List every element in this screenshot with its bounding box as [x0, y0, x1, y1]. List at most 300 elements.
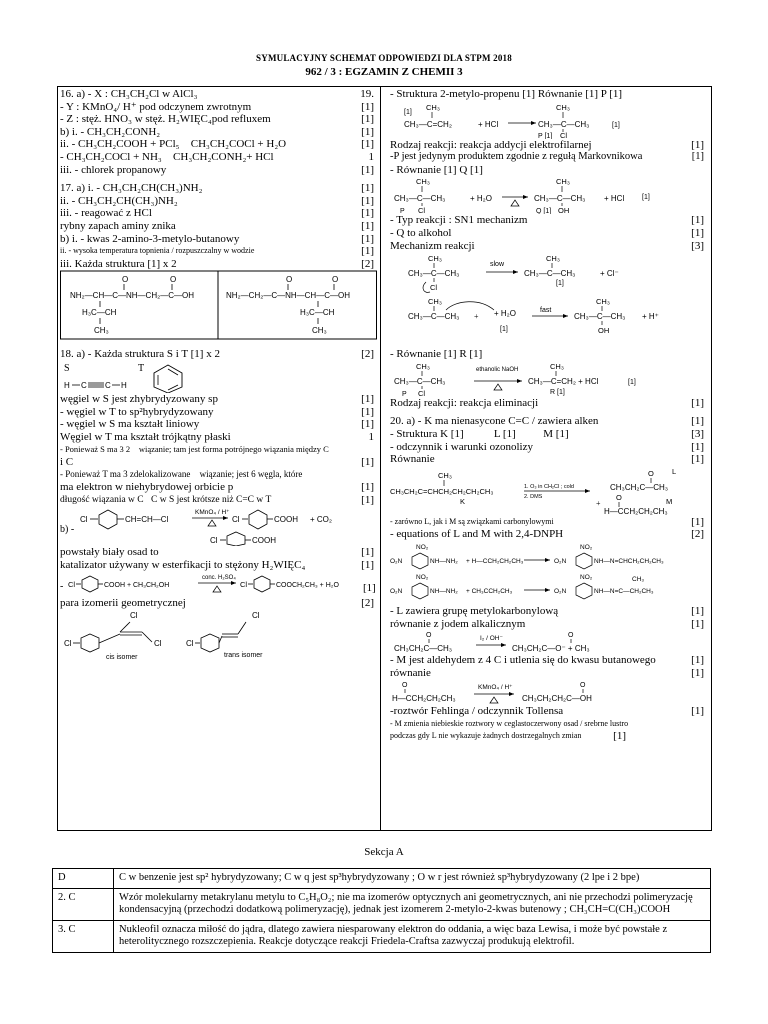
product-q-chain: CH₃—C—CH₃	[534, 194, 586, 204]
mark: [1]	[691, 396, 704, 409]
methyl-label: CH₃	[596, 297, 610, 307]
mark: [1]	[691, 415, 704, 428]
benzene-ring-icon	[412, 553, 428, 569]
elimination-scheme	[390, 361, 706, 397]
benzene-ring-icon	[81, 634, 99, 652]
mark-label: [1]	[404, 108, 412, 116]
benzene-ring-icon	[99, 510, 117, 529]
answer-line	[390, 718, 706, 731]
methyl-label: CH₃	[416, 361, 430, 371]
methyl-label: CH₃	[426, 102, 440, 112]
mark: [1]	[691, 214, 704, 227]
curved-arrow-icon	[446, 302, 494, 310]
chloro-label: Cl	[252, 611, 260, 621]
hydrazone-1-label: NH—N=CHCH₂CH₂CH₃	[594, 557, 664, 565]
mark: 1	[368, 430, 374, 443]
answer-line	[390, 667, 706, 680]
answer-line	[60, 245, 376, 258]
chloro-label: Cl	[186, 639, 194, 649]
carbonyl-o-label: O	[170, 275, 177, 285]
mark: [1]	[691, 226, 704, 239]
product-p-chain: CH₃—C—CH₃	[538, 119, 590, 129]
ozonolysis-reaction	[390, 466, 706, 516]
answer-text: - L zawiera grupę metylokarbonylową	[390, 604, 559, 617]
alkene-k-chain: CH₃CH₂C=CHCH₂CH₂CH₂CH₃	[390, 486, 494, 496]
nitro-label: O₂N	[554, 557, 567, 565]
methyl-label: CH₃	[416, 177, 430, 187]
answer-line	[60, 546, 376, 559]
answer-text: Rodzaj reakcji: reakcja eliminacji	[390, 396, 539, 409]
answer-line	[60, 468, 376, 481]
answer-text: - odczynnik i warunki ozonolizy	[390, 440, 533, 453]
methyl-label: CH₃	[632, 575, 645, 583]
benzene-ring-icon	[576, 553, 592, 569]
ozonolysis-step-2: 2. DMS	[524, 493, 543, 500]
chloro-label: Cl	[560, 130, 568, 139]
mark-label: [1]	[612, 121, 620, 129]
mark: [1]	[691, 453, 704, 466]
methyl-label: CH₃	[428, 297, 442, 307]
hcl-addition-scheme	[390, 101, 706, 139]
answer-line	[60, 443, 376, 456]
answer-text: - Q to alkohol	[390, 226, 452, 239]
answer-line	[390, 227, 706, 240]
answer-line	[390, 139, 706, 152]
answer-line	[390, 397, 706, 410]
answer-line	[60, 481, 376, 494]
ethyne-h: H	[121, 380, 127, 390]
mark: [1]	[613, 730, 626, 743]
answer-explanation: Nukleofil oznacza miłość do jądra, dlatego zawiera niesparowany elektron do oddania, a więc baza Lewisa, i może być powstałe z heterolitycznego rozszczepienia. Reakcje dotyczące reakcji Friedela-Craftsa zazwyczaj produkują elektrofil.	[114, 920, 711, 952]
mark: [1]	[361, 245, 374, 258]
mark-label: [1]	[628, 378, 636, 386]
carboxyl-label: COOH	[252, 536, 276, 546]
answer-line	[390, 730, 706, 743]
methyl-label: CH₃	[550, 361, 564, 371]
document-subtitle: 962 / 3 : EGZAMIN Z CHEMII 3	[305, 66, 463, 78]
answer-text: -roztwór Fehlinga / odczynnik Tollensa	[390, 705, 564, 718]
answer-line	[60, 113, 376, 126]
fast-step-label: fast	[540, 307, 552, 315]
mark: [3]	[691, 427, 704, 440]
carbonyl-o-label: O	[568, 632, 574, 640]
answer-text: 17. a) i. - CH₃CH₂CH(CH₃)NH₂	[60, 182, 203, 195]
mark: [1]	[361, 558, 374, 571]
iodoform-scheme	[390, 630, 706, 654]
water-reagent: + H₂O	[494, 309, 516, 319]
aldehyde-oxidation-scheme	[390, 679, 706, 705]
carboxylate-chain: CH₃CH₂C—O⁻ + CH₃	[512, 644, 590, 654]
propene-chain: CH₃—C=CH₂	[404, 119, 452, 129]
answer-line	[60, 88, 376, 101]
mark: [1]	[691, 654, 704, 667]
mark: 19.	[360, 88, 374, 100]
answer-text: węgiel w S jest zhybrydyzowany sp	[60, 392, 218, 405]
benzene-ring-icon	[227, 532, 245, 546]
chloro-label: Cl	[64, 639, 72, 649]
answer-explanation: C w benzenie jest sp² hybrydyzowany; C w q jest sp³hybrydyzowany ; O w r jest również sp³hybrydyzowany (2 lpe i 2 bpe)	[114, 869, 711, 889]
answer-text: - Równanie [1] Q [1]	[390, 163, 483, 176]
benzene-ring-icon	[82, 576, 98, 592]
answer-text: - equations of L and M with 2,4-DNPH	[390, 528, 564, 541]
aldehyde-m-chain: H—CCH₂CH₂CH₃	[392, 694, 456, 704]
answer-text: Rodzaj reakcji: reakcja addycji elektrofilarnej	[390, 138, 592, 151]
product-p-label: P [1]	[538, 132, 553, 139]
plus-sign: +	[474, 312, 479, 322]
answer-text: ii. - CH₃CH₂COOH + PCl₅⃞ CH₃CH₂COCl + H₂O	[60, 138, 287, 151]
carbonyl-o-label: O	[122, 275, 129, 285]
mark: [1]	[361, 405, 374, 418]
mark: [1]	[361, 100, 374, 113]
part-label: b) -	[60, 524, 75, 536]
answer-line	[390, 516, 706, 529]
mark: [1]	[691, 440, 704, 453]
answer-line	[390, 654, 706, 667]
nitro-label: NO₂	[580, 543, 593, 551]
mark: [1]	[361, 207, 374, 220]
nitro-label: O₂N	[390, 587, 403, 595]
answer-text: długość wiązania w C⃞C w S jest krótsze niż C=C w T	[60, 494, 272, 505]
k-label: K	[460, 496, 466, 506]
left-column	[60, 88, 376, 660]
answer-text: - Z : stęż. HNO₃ w stęż. H₂WIĘC₄pod refluxem	[60, 113, 271, 126]
answer-text: -P jest jedynym produktem zgodnie z regułą Markovnikowa	[390, 151, 643, 163]
answer-line	[60, 220, 376, 233]
answer-text: katalizator używany w esterfikacji to stężony H₂WIĘC₄	[60, 558, 306, 571]
hydrolysis-reaction	[390, 176, 706, 214]
aldehyde-oxidation-reaction	[390, 679, 706, 705]
chloro-label: Cl	[240, 580, 248, 590]
mark: [1]	[361, 455, 374, 468]
vinyl-chloride-chain: CH=CH—Cl	[125, 515, 169, 525]
answer-key: D	[53, 869, 114, 889]
answer-text: Mechanizm reakcji	[390, 239, 475, 252]
answer-line	[390, 428, 706, 441]
answer-line	[60, 126, 376, 139]
chloro-label: Cl	[232, 515, 240, 525]
part-label: -	[60, 581, 64, 593]
mark: [2]	[361, 597, 374, 610]
chloro-label: Cl	[68, 580, 76, 590]
oxidation-reaction	[60, 506, 376, 546]
answer-text: iii. - chlorek propanowy	[60, 163, 167, 176]
answer-line	[390, 164, 706, 177]
methyl-label: CH₃	[438, 470, 452, 480]
dipeptide-structures	[60, 270, 378, 342]
methyl-label: CH₃	[428, 254, 442, 264]
addition-reaction	[390, 101, 706, 139]
mark: [1]	[361, 392, 374, 405]
answer-text: - Struktura 2-metylo-propenu [1] Równanie [1] P [1]	[390, 88, 623, 100]
chloro-label: Cl	[210, 536, 218, 546]
heat-icon	[494, 384, 502, 390]
nitro-label: NO₂	[416, 573, 429, 581]
answer-text: para izomerii geometrycznej	[60, 597, 186, 610]
answer-line	[390, 88, 706, 101]
slow-step-label: slow	[490, 261, 505, 269]
reagent-label: KMnO₄ / H⁺	[478, 684, 513, 692]
plus-sign: +	[596, 498, 601, 508]
chloro-label: Cl	[418, 206, 426, 215]
mark: [2]	[691, 528, 704, 541]
ethyne-h: H	[64, 380, 70, 390]
mark: [1]	[361, 163, 374, 176]
esterification-reaction	[60, 571, 376, 597]
hydroxyl-label: OH	[598, 326, 610, 336]
methyl-label: CH₃	[546, 254, 560, 264]
section-heading: Sekcja A	[364, 846, 404, 858]
answer-text: 18. a) - Każda struktura S i T [1] x 2	[60, 348, 220, 361]
benzene-ring-icon	[576, 583, 592, 599]
methyl-label: CH₃	[556, 102, 570, 112]
answer-text: - Równanie [1] R [1]	[390, 348, 483, 361]
answer-text: równanie	[390, 666, 431, 679]
answer-line	[390, 151, 706, 164]
answer-text: - węgiel w T to sp²hybrydyzowany	[60, 405, 214, 418]
nitro-label: O₂N	[390, 557, 403, 565]
carboxyl-label: COOH	[274, 515, 298, 525]
mark: [1]	[361, 418, 374, 431]
chloro-label: Cl	[154, 639, 162, 649]
answer-line	[60, 348, 376, 361]
answer-line	[60, 195, 376, 208]
sn1-mechanism-diagram	[390, 252, 706, 348]
label-s: S	[64, 362, 70, 374]
dnph-reaction-scheme	[390, 541, 706, 605]
hydrazine-label: NH—NH₂	[430, 587, 458, 595]
dnph-reactions	[390, 541, 706, 605]
chloro-label: Cl	[430, 283, 438, 293]
ketone-l-chain: CH₃CH₂C—CH₃	[394, 644, 453, 654]
benzene-ring-icon	[412, 583, 428, 599]
answer-line	[60, 182, 376, 195]
nitro-label: O₂N	[554, 587, 567, 595]
trans-label: trans isomer	[224, 652, 263, 660]
chloro-label: Cl	[418, 388, 426, 397]
dipeptide-1-methyl: CH₃	[94, 326, 109, 336]
mark: [1]	[361, 182, 374, 195]
answer-line	[60, 101, 376, 114]
reagent-label: conc. H₂SO₄	[202, 575, 236, 582]
table-row	[53, 869, 711, 889]
answer-text: - węgiel w S ma kształt liniowy	[60, 418, 200, 431]
mark-label: [1]	[500, 326, 508, 334]
answer-key: 2. C	[53, 888, 114, 920]
benzene-ring-icon	[249, 510, 267, 529]
hydrazine-label: NH—NH₂	[430, 557, 458, 565]
ketone-l-chain: CH₃CH₂C—CH₃	[610, 482, 669, 492]
geometric-isomers-diagram	[60, 610, 376, 660]
answer-line	[60, 393, 376, 406]
benzene-ring-icon	[201, 634, 219, 652]
carbonyl-o-label: O	[332, 275, 339, 285]
mark: [1]	[361, 138, 374, 151]
answer-line	[60, 406, 376, 419]
tbutyl-chloride-chain: CH₃—C—CH₃	[408, 269, 460, 279]
dipeptide-structures-box	[60, 270, 376, 342]
carbonyl-o-label: O	[426, 632, 432, 640]
mark: [1]	[361, 125, 374, 138]
answer-text: iii. - reagować z HCl	[60, 207, 152, 220]
hydrazone-2-label: NH—N=C—CH₂CH₃	[594, 587, 654, 595]
dipeptide-2-methyl: CH₃	[312, 326, 327, 336]
answer-text: ii. - CH₃CH₂CH(CH₃)NH₂	[60, 194, 178, 207]
aldehyde-reagent: + H—CCH₂CH₂CH₃	[466, 557, 524, 565]
answer-text: iii. Każda struktura [1] x 2	[60, 257, 177, 270]
reactant-p-chain: CH₃—C—CH₃	[394, 194, 446, 204]
dipeptide-1-chain: NH₂—CH—C—NH—CH₂—C—OH	[70, 291, 194, 301]
mark: [1]	[361, 219, 374, 232]
mark: [1]	[691, 617, 704, 630]
answer-explanation: Wzór molekularny metakrylanu metylu to C₅H₈O₂; nie ma izomerów optycznych ani geometrycznych, ani nie przechodzi polimeryzację kondensacyjną (przechodzi dodatkową polimeryzację), jednak jest izomerem 2-metylo-2-kwas butenowy ; CH₃CH=C(CH₃)COOH	[114, 888, 711, 920]
product-r-label: R [1]	[550, 388, 565, 396]
mark: [1]	[361, 546, 374, 559]
proton-label: + H⁺	[642, 312, 659, 322]
cis-trans-isomers	[60, 610, 376, 660]
answer-text: Równanie	[390, 453, 435, 466]
answer-line	[390, 240, 706, 253]
carbonyl-o-label: O	[580, 682, 586, 690]
nitro-label: NO₂	[580, 573, 593, 581]
water-reagent: + H₂O	[470, 194, 492, 204]
table-row	[53, 920, 711, 952]
answer-line	[390, 415, 706, 428]
curved-arrow-icon	[423, 282, 430, 292]
mark: [1]	[691, 666, 704, 679]
mark: [1]	[361, 194, 374, 207]
hcl-reagent: + HCl	[478, 119, 499, 129]
mark: [1]	[691, 604, 704, 617]
carbonyl-o-label: O	[648, 468, 654, 478]
iodoform-reaction	[390, 630, 706, 654]
answer-text: - Struktura K [1] L [1] M [1]	[390, 427, 569, 440]
product-r-chain: CH₃—C=CH₂ + HCl	[528, 376, 599, 386]
carbonyl-o-label: O	[286, 275, 293, 285]
product-q-label: Q [1]	[536, 208, 552, 215]
dipeptide-1-side: H₃C—CH	[82, 308, 117, 318]
heat-icon	[490, 697, 498, 703]
sn1-mechanism	[390, 252, 706, 348]
answer-text: rybny zapach aminy znika	[60, 219, 176, 232]
nitro-label: NO₂	[416, 543, 429, 551]
answer-text: b) i. - kwas 2-amino-3-metylo-butanowy	[60, 232, 240, 245]
mark: [3]	[691, 239, 704, 252]
methyl-label: CH₃	[556, 177, 570, 187]
answer-line	[390, 618, 706, 631]
right-column	[390, 88, 706, 743]
answer-text: b) i. - CH₃CH₂CONH₂	[60, 125, 161, 138]
answer-text: - Ponieważ S ma 3 2⃞ wiązanie; tam jest forma potrójnego wiązania między C	[60, 444, 329, 455]
kmno4-oxidation-scheme	[60, 506, 376, 546]
answer-line	[60, 258, 376, 271]
answer-line	[60, 151, 376, 164]
answer-line	[60, 559, 376, 572]
hydrolysis-scheme	[390, 176, 706, 214]
elimination-reaction	[390, 361, 706, 397]
carbonyl-o-label: O	[616, 492, 622, 502]
mark: [2]	[361, 348, 374, 361]
answer-line	[390, 528, 706, 541]
answer-key: 3. C	[53, 920, 114, 952]
cis-label: cis isomer	[106, 654, 138, 661]
chloro-label: Cl	[130, 611, 138, 621]
mark: [1]	[363, 582, 376, 595]
heat-icon	[208, 520, 216, 526]
answer-line	[390, 453, 706, 466]
mark: [1]	[691, 151, 704, 163]
answer-text: - Ponieważ T ma 3 zdelokalizowane⃞ wiązanie; jest 6 węgla, które	[60, 469, 303, 480]
ethyne-benzene-structures	[60, 361, 376, 393]
answer-text: ii. - wysoka temperatura topnienia / rozpuszczalny w wodzie	[60, 246, 255, 256]
reactant-p-label: P	[402, 390, 407, 397]
acid-alcohol-label: COOH + CH₃CH₂OH	[104, 582, 170, 590]
answer-text: i C	[60, 455, 74, 468]
carbocation-chain: CH₃—C—CH₃	[408, 312, 460, 322]
dipeptide-2-chain: NH₂—CH₂—C—NH—CH—C—OH	[226, 291, 350, 301]
ethyne-c: C	[81, 380, 87, 390]
ester-label: COOCH₂CH₃ + H₂O	[276, 582, 339, 590]
answer-line	[60, 494, 376, 507]
answer-text: równanie z jodem alkalicznym	[390, 617, 526, 630]
mark: [1]	[361, 113, 374, 126]
mark-label: [1]	[556, 280, 564, 288]
benzene-ring-icon	[254, 576, 270, 592]
answer-text: 16. a) - X : CH₃CH₂Cl w AlCl₃	[60, 88, 198, 100]
answer-line	[390, 214, 706, 227]
answer-text: Węgiel w T ma kształt trójkątny płaski	[60, 430, 231, 443]
answer-text: - Typ reakcji : SN1 mechanizm	[390, 214, 528, 227]
answer-text: ma elektron w niehybrydowej orbicie p	[60, 481, 234, 494]
answer-line	[390, 441, 706, 454]
mark: [1]	[361, 232, 374, 245]
ozonolysis-step-1: 1. O₃ in CH₂Cl ; cold	[524, 483, 574, 490]
heat-icon	[511, 200, 519, 206]
aldehyde-m-chain: H—CCH₂CH₂CH₃	[604, 506, 668, 516]
answer-text: 20. a) - K ma nienasycone C=C / zawiera alken	[390, 415, 599, 428]
answer-text: podczas gdy L nie wykazuje żadnych dostrzegalnych zmian	[390, 731, 582, 741]
dipeptide-2-side: H₃C—CH	[300, 308, 335, 318]
carbonyl-o-label: O	[402, 682, 408, 690]
answer-line	[60, 207, 376, 220]
answer-line	[60, 418, 376, 431]
answer-line	[390, 705, 706, 718]
chloro-label: Cl	[80, 515, 88, 525]
answer-text: powstały biały osad to	[60, 546, 159, 559]
hydroxyl-label: OH	[558, 206, 570, 215]
l-label: L	[672, 466, 677, 476]
mark: [2]	[361, 257, 374, 270]
reagent-label: KMnO₄ / H⁺	[195, 509, 230, 517]
label-t: T	[138, 362, 145, 374]
m-label: M	[666, 496, 673, 506]
answer-text: - M zmienia niebieskie roztwory w ceglastoczerwony osad / srebrne lustro	[390, 718, 629, 728]
heat-icon	[213, 586, 221, 592]
answer-line	[390, 605, 706, 618]
reagent-label: ethanolic NaOH	[476, 366, 519, 373]
answer-line	[60, 456, 376, 469]
answer-text: - Y : KMnO₄/ H⁺ pod odczynem zwrotnym	[60, 100, 252, 113]
mark: [1]	[691, 138, 704, 151]
carbocation-chain: CH₃—C—CH₃	[524, 269, 576, 279]
mark: [1]	[691, 515, 704, 528]
structures-s-t	[60, 361, 376, 393]
reagent-label: I₂ / OH⁻	[480, 635, 503, 643]
answer-text: - CH₃CH₂COCl + NH₃⃞ CH₃CH₂CONH₂+ HCl	[60, 150, 274, 163]
mark: [1]	[691, 705, 704, 718]
chloride-ion: + Cl⁻	[600, 269, 619, 279]
answer-line	[60, 597, 376, 610]
document-title: SYMULACYJNY SCHEMAT ODPOWIEDZI DLA STPM 2018	[256, 53, 512, 63]
